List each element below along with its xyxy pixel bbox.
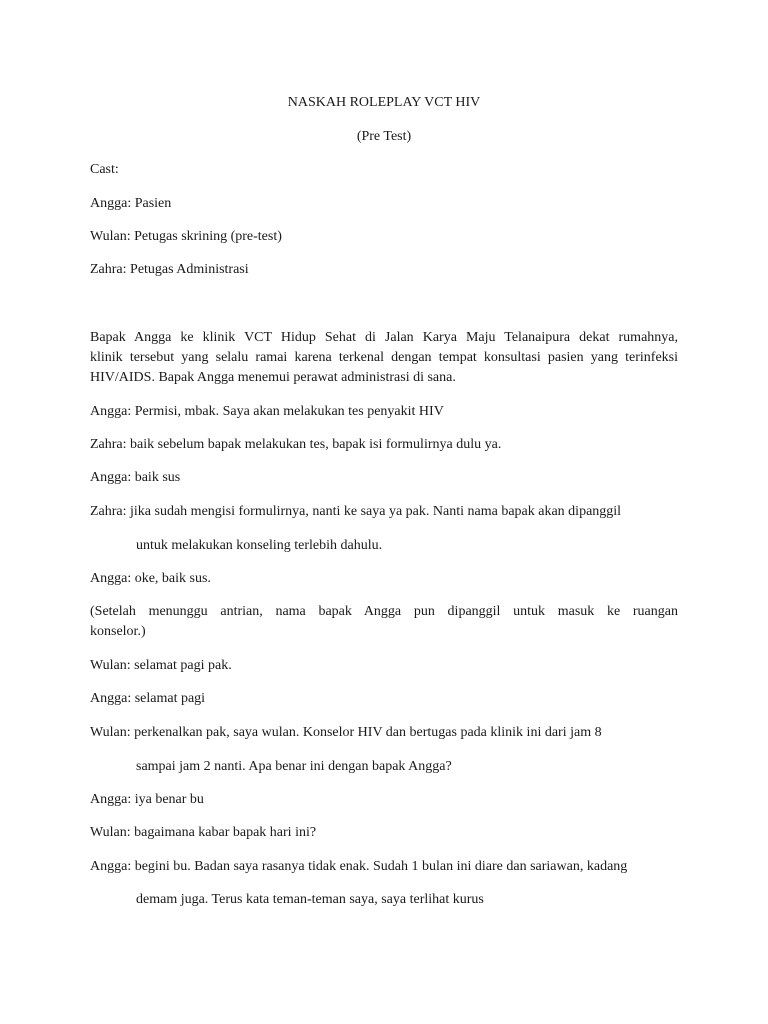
- document-title: NASKAH ROLEPLAY VCT HIV: [287, 95, 481, 110]
- document-subtitle: (Pre Test): [356, 129, 412, 144]
- dialogue-line: Angga: baik sus: [90, 470, 181, 485]
- dialogue-line-continuation: sampai jam 2 nanti. Apa benar ini dengan bapak Angga?: [136, 759, 452, 774]
- dialogue-line: Angga: oke, baik sus.: [90, 571, 211, 586]
- dialogue-line: Wulan: selamat pagi pak.: [90, 658, 232, 673]
- stage-direction-line: konselor.): [90, 624, 146, 639]
- intro-paragraph-line: HIV/AIDS. Bapak Angga menemui perawat administrasi di sana.: [90, 370, 456, 385]
- dialogue-line-continuation: demam juga. Terus kata teman-teman saya, saya terlihat kurus: [136, 892, 484, 907]
- dialogue-line: Wulan: bagaimana kabar bapak hari ini?: [90, 825, 317, 840]
- dialogue-line-continuation: untuk melakukan konseling terlebih dahulu.: [136, 538, 383, 553]
- dialogue-line: Angga: selamat pagi: [90, 691, 206, 706]
- stage-direction-line: (Setelah menunggu antrian, nama bapak Angga pun dipanggil untuk masuk ke ruangan: [90, 604, 678, 619]
- intro-paragraph-line: Bapak Angga ke klinik VCT Hidup Sehat di Jalan Karya Maju Telanaipura dekat rumahnya,: [90, 330, 678, 345]
- dialogue-line: Zahra: baik sebelum bapak melakukan tes, bapak isi formulirnya dulu ya.: [90, 437, 502, 452]
- intro-paragraph-line: klinik tersebut yang selalu ramai karena terkenal dengan tempat konsultasi pasien yang terinfeksi: [90, 350, 678, 365]
- dialogue-line: Zahra: jika sudah mengisi formulirnya, nanti ke saya ya pak. Nanti nama bapak akan dipanggil: [90, 504, 622, 519]
- cast-item: Angga: Pasien: [90, 196, 172, 211]
- dialogue-line: Angga: iya benar bu: [90, 792, 204, 807]
- dialogue-line: Angga: Permisi, mbak. Saya akan melakukan tes penyakit HIV: [90, 404, 444, 419]
- cast-heading: Cast:: [90, 162, 119, 177]
- cast-item: Zahra: Petugas Administrasi: [90, 262, 249, 277]
- cast-item: Wulan: Petugas skrining (pre-test): [90, 229, 282, 244]
- dialogue-line: Angga: begini bu. Badan saya rasanya tidak enak. Sudah 1 bulan ini diare dan sariawan, kadang: [90, 859, 628, 874]
- dialogue-line: Wulan: perkenalkan pak, saya wulan. Konselor HIV dan bertugas pada klinik ini dari jam 8: [90, 725, 602, 740]
